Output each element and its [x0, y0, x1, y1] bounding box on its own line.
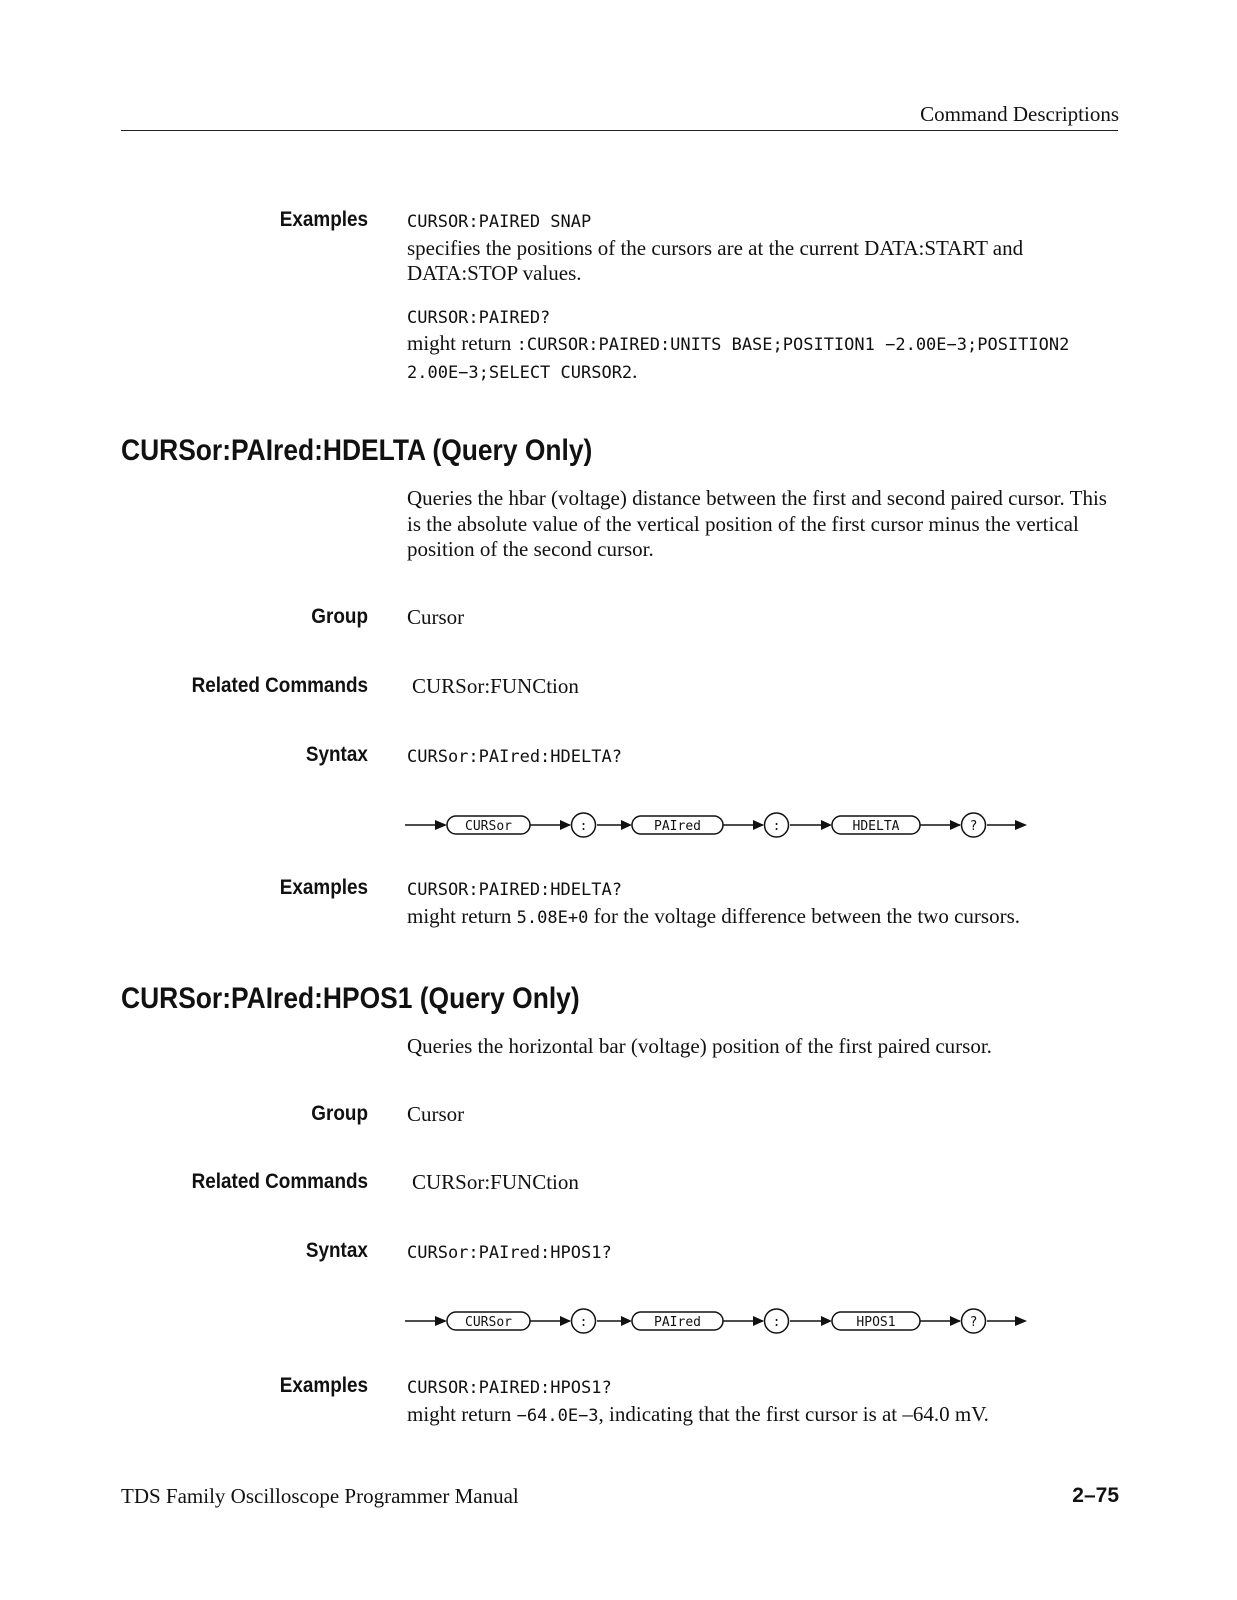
example-command: CURSOR:PAIRED SNAP [407, 212, 592, 232]
syntax-command: CURSor:PAIred:HDELTA? [407, 747, 622, 767]
related-commands-label: Related Commands [191, 674, 368, 697]
diagram-keyword: HPOS1 [856, 1315, 896, 1330]
section-title: CURSor:PAIred:HDELTA (Query Only) [121, 434, 593, 467]
example-text: for the voltage difference between the two cursors. [588, 903, 1021, 928]
arrow-right-icon [560, 820, 571, 830]
section-examples-body [407, 1376, 1122, 1429]
arrow-right-icon [753, 820, 764, 830]
examples-label: Examples [279, 208, 368, 231]
section-description: Queries the horizontal bar (voltage) position of the first paired cursor. [407, 1034, 992, 1058]
arrow-right-icon [621, 1316, 632, 1326]
arrow-right-icon [621, 820, 632, 830]
diagram-symbol: : [772, 819, 781, 834]
related-commands-label: Related Commands [191, 1170, 368, 1193]
group-value: Cursor [407, 1102, 465, 1126]
arrow-right-icon [1015, 1316, 1027, 1326]
syntax-label: Syntax [306, 1239, 368, 1262]
diagram-keyword: PAIred [654, 1315, 701, 1330]
diagram-symbol: : [579, 819, 588, 834]
diagram-symbol: : [772, 1315, 781, 1330]
top-examples-body [407, 210, 1122, 386]
arrow-right-icon [821, 820, 832, 830]
arrow-right-icon [560, 1316, 571, 1326]
related-commands-link[interactable]: CURSor:FUNCtion [412, 1170, 579, 1194]
diagram-symbol: : [579, 1315, 588, 1330]
example-text: might return [407, 1401, 517, 1426]
example-command: CURSOR:PAIRED? [407, 307, 551, 328]
syntax-diagram [405, 810, 1030, 840]
arrow-right-icon [950, 820, 961, 830]
arrow-right-icon [435, 1316, 447, 1326]
example-command: CURSOR:PAIRED:HDELTA? [407, 880, 622, 900]
diagram-keyword: CURSor [465, 1315, 512, 1330]
example-description [407, 1402, 1122, 1430]
header-rule [121, 130, 1118, 131]
syntax-diagram [405, 1306, 1030, 1336]
arrow-right-icon [821, 1316, 832, 1326]
group-label: Group [311, 605, 368, 628]
syntax-command: CURSor:PAIred:HPOS1? [407, 1243, 612, 1263]
page-header: Command Descriptions [920, 102, 1119, 126]
page-number: 2–75 [1072, 1484, 1119, 1507]
related-commands-link[interactable]: CURSor:FUNCtion [412, 674, 579, 698]
footer-manual-title: TDS Family Oscilloscope Programmer Manual [121, 1484, 519, 1508]
arrow-right-icon [950, 1316, 961, 1326]
example-text: , indicating that the first cursor is at –64.0 mV. [598, 1401, 989, 1426]
example-text: might return [407, 903, 517, 928]
example-description [407, 904, 1122, 932]
example-text: might return [407, 331, 517, 355]
diagram-keyword: PAIred [654, 819, 701, 834]
section-description: Queries the hbar (voltage) distance between the first and second paired cursor. This is the absolute value of the vertical position of the first cursor minus the vertical position of the second cursor. [407, 486, 1107, 561]
example-return-value: 5.08E+0 [516, 907, 589, 928]
example-return-value: −64.0E−3 [516, 1405, 599, 1426]
arrow-right-icon [435, 820, 447, 830]
arrow-right-icon [1015, 820, 1027, 830]
syntax-label: Syntax [306, 743, 368, 766]
group-label: Group [311, 1102, 368, 1125]
example-description [407, 331, 1122, 386]
example-return-value: :CURSOR:PAIRED:UNITS BASE;POSITION1 −2.00E−3;POSITION2 2.00E−3;SELECT CURSOR2 [407, 335, 1070, 383]
section-title: CURSor:PAIred:HPOS1 (Query Only) [121, 982, 580, 1015]
diagram-symbol: ? [969, 819, 978, 834]
examples-label: Examples [279, 876, 368, 899]
example-command: CURSOR:PAIRED:HPOS1? [407, 1378, 612, 1398]
examples-label: Examples [279, 1374, 368, 1397]
section-examples-body [407, 878, 1122, 931]
diagram-keyword: CURSor [465, 819, 512, 834]
arrow-right-icon [753, 1316, 764, 1326]
diagram-symbol: ? [969, 1315, 978, 1330]
example-description: specifies the positions of the cursors are at the current DATA:START and DATA:STOP values. [407, 235, 1024, 285]
example-text: . [632, 358, 638, 383]
diagram-keyword: HDELTA [852, 819, 900, 834]
group-value: Cursor [407, 605, 465, 629]
